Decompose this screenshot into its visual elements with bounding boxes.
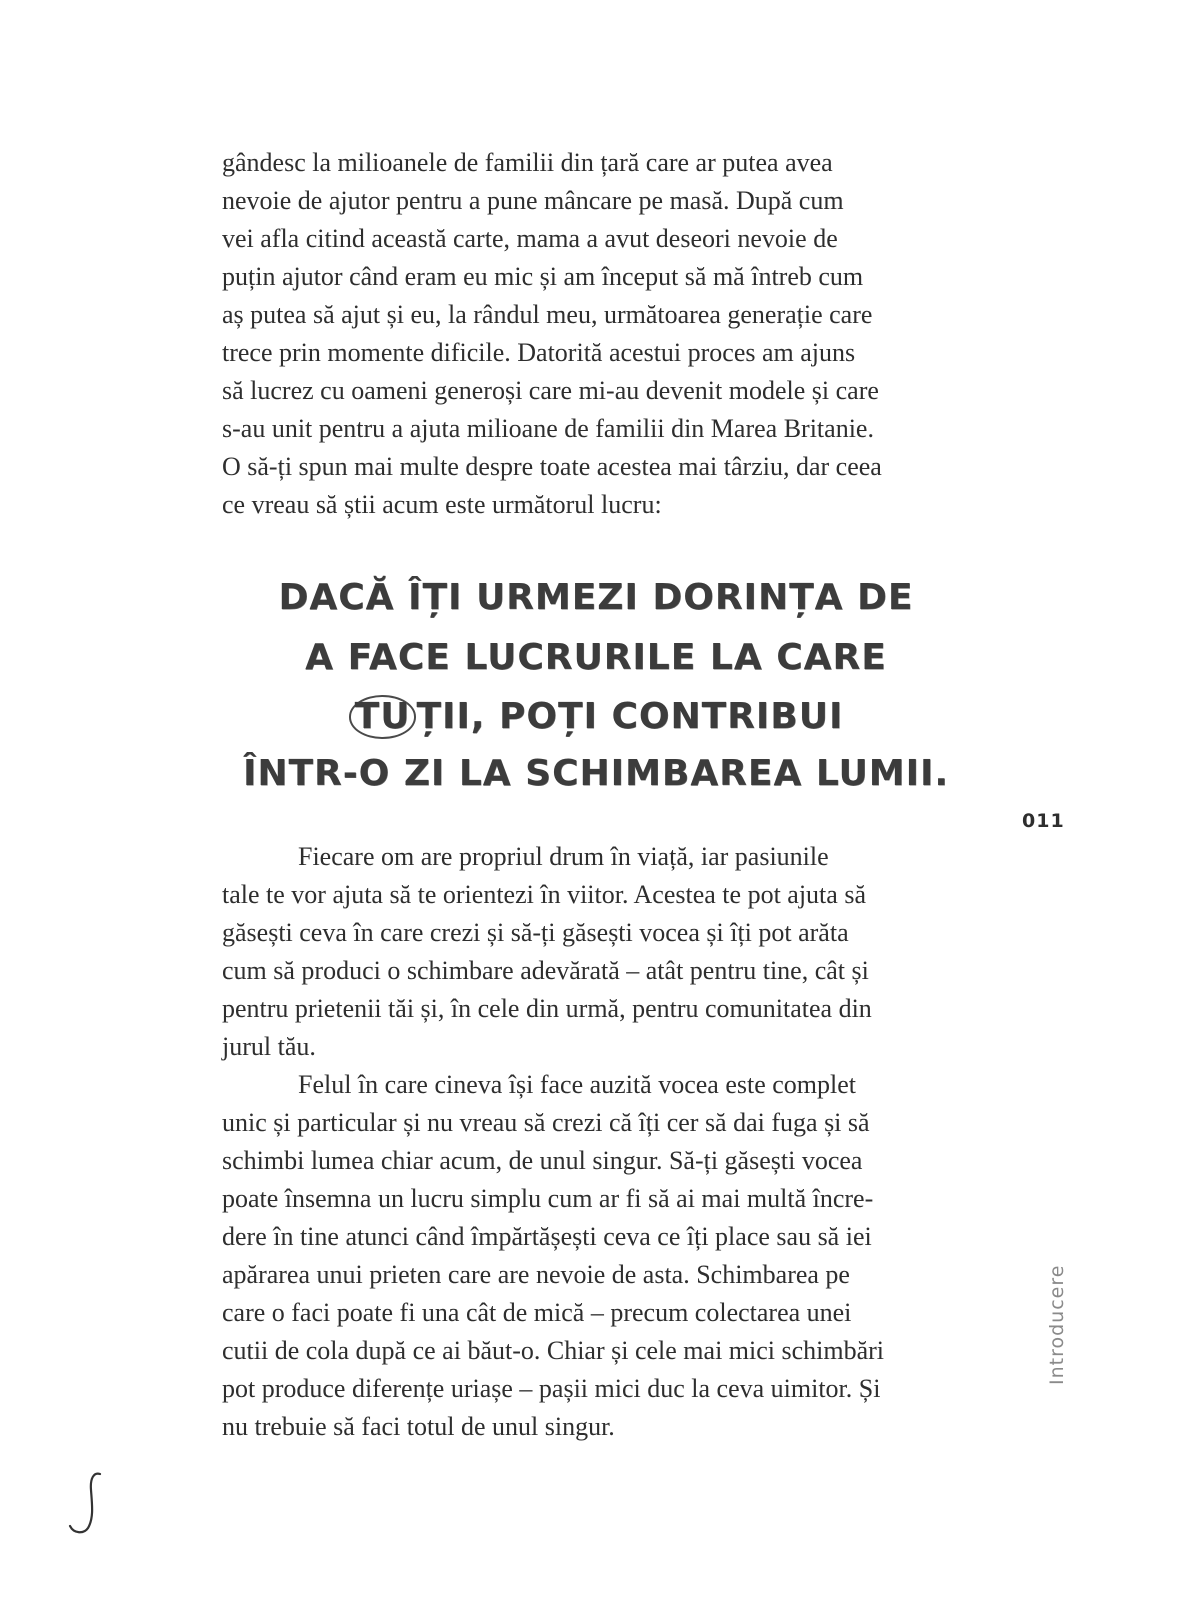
text-line: să lucrez cu oameni generoși care mi-au devenit modele și care <box>222 376 879 405</box>
text-line: Felul în care cineva își face auzită vocea este complet <box>298 1070 856 1099</box>
quote-line-1: DACĂ ÎȚI URMEZI DORINȚA DE <box>278 577 914 618</box>
quote-line-3-rest: ȚII, POȚI CONTRIBUI <box>416 696 844 737</box>
text-line: unic și particular și nu vreau să crezi că îți cer să dai fuga și să <box>222 1108 870 1137</box>
text-line: aș putea să ajut și eu, la rândul meu, următoarea generație care <box>222 300 873 329</box>
text-line: schimbi lumea chiar acum, de unul singur. Să-ți găsești vocea <box>222 1146 863 1175</box>
quote-line-3 <box>0 695 1196 739</box>
text-line: trece prin momente dificile. Datorită acestui proces am ajuns <box>222 338 856 367</box>
text-line: ce vreau să știi acum este următorul lucru: <box>222 490 662 519</box>
text-line: Fiecare om are propriul drum în viață, iar pasiunile <box>298 842 829 871</box>
text-line: cutii de cola după ce ai băut-o. Chiar și cele mai mici schimbări <box>222 1336 885 1365</box>
text-line: tale te vor ajuta să te orientezi în viitor. Acestea te pot ajuta să <box>222 880 866 909</box>
text-line: pentru prietenii tăi și, în cele din urmă, pentru comunitatea din <box>222 994 872 1023</box>
squiggle-icon <box>60 1468 110 1538</box>
text-line: care o faci poate fi una cât de mică – precum colectarea unei <box>222 1298 852 1327</box>
quote-line-2: A FACE LUCRURILE LA CARE <box>305 637 887 678</box>
text-line: O să-ți spun mai multe despre toate acestea mai târziu, dar ceea <box>222 452 882 481</box>
text-line: găsești ceva în care crezi și să-ți găsești vocea și îți pot arăta <box>222 918 849 947</box>
text-line: apărarea unui prieten care are nevoie de asta. Schimbarea pe <box>222 1260 850 1289</box>
text-line: nu trebuie să faci totul de unul singur. <box>222 1412 615 1441</box>
section-label: Introducere <box>1046 1264 1068 1385</box>
text-line: puțin ajutor când eram eu mic și am început să mă întreb cum <box>222 262 864 291</box>
text-line: poate însemna un lucru simplu cum ar fi să ai mai multă încre- <box>222 1184 874 1213</box>
text-line: pot produce diferențe uriașe – pașii mici duc la ceva uimitor. Și <box>222 1374 881 1403</box>
text-line: jurul tău. <box>222 1032 316 1061</box>
page-number: 011 <box>1022 810 1065 832</box>
text-line: cum să produci o schimbare adevărată – atât pentru tine, cât și <box>222 956 869 985</box>
circled-word: TU <box>349 695 417 739</box>
text-line: s-au unit pentru a ajuta milioane de familii din Marea Britanie. <box>222 414 874 443</box>
text-line: dere în tine atunci când împărtășești ceva ce îți place sau să iei <box>222 1222 872 1251</box>
text-line: gândesc la milioanele de familii din țară care ar putea avea <box>222 148 833 177</box>
quote-line-4: ÎNTR-O ZI LA SCHIMBAREA LUMII. <box>242 753 950 794</box>
text-line: vei afla citind această carte, mama a avut deseori nevoie de <box>222 224 838 253</box>
text-line: nevoie de ajutor pentru a pune mâncare pe masă. După cum <box>222 186 844 215</box>
